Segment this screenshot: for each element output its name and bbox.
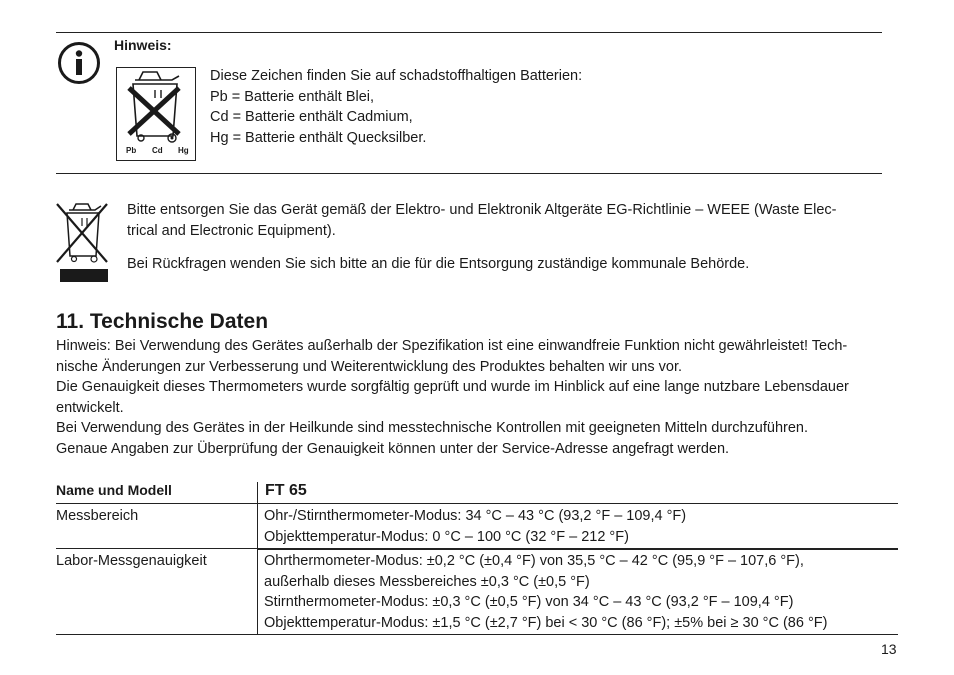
paragraph-line: nische Änderungen zur Verbesserung und Weiterentwicklung des Produktes behalten wir uns vor.	[56, 358, 683, 375]
section-title: 11. Technische Daten	[56, 310, 269, 333]
paragraph-line: Bei Verwendung des Gerätes in der Heilkunde sind messtechnische Kontrollen mit geeigneten Mitteln durchzuführen.	[56, 420, 809, 436]
weee-line: Bei Rückfragen wenden Sie sich bitte an die für die Entsorgung zuständige kommunale Behörde.	[127, 256, 750, 272]
table-bottom-rule	[56, 634, 898, 635]
weee-crossed-bin-icon	[55, 200, 111, 284]
battery-label-cd: Cd	[152, 146, 163, 155]
paragraph-line: Genaue Angaben zur Überprüfung der Genauigkeit können unter der Service-Adresse angefragt werden.	[56, 440, 730, 457]
weee-line: Bitte entsorgen Sie das Gerät gemäß der Elektro- und Elektronik Altgeräte EG-Richtlinie – WEEE (Waste Elec-	[127, 202, 837, 218]
hinweis-title: Hinweis:	[114, 37, 172, 53]
hinweis-bottom-rule	[56, 173, 882, 174]
row-value-line: außerhalb dieses Messbereiches ±0,3 °C (±0,5 °F)	[264, 573, 590, 590]
table-column-divider	[257, 482, 258, 634]
table-header-label: Name und Modell	[56, 482, 172, 498]
hinweis-line: Cd = Batterie enthält Cadmium,	[210, 109, 413, 125]
table-header-value: FT 65	[265, 482, 307, 499]
hinweis-text	[210, 66, 582, 148]
hinweis-top-rule	[56, 32, 882, 33]
row-value-line: Ohr-/Stirnthermometer-Modus: 34 °C – 43 °C (93,2 °F – 109,4 °F)	[264, 508, 687, 524]
section-paragraph	[56, 336, 906, 459]
paragraph-line: Die Genauigkeit dieses Thermometers wurde sorgfältig geprüft und wurde im Hinblick auf eine lange nutzbare Lebensdauer	[56, 379, 849, 395]
paragraph-line: entwickelt.	[56, 399, 124, 416]
info-icon	[57, 41, 101, 85]
paragraph-line: Hinweis: Bei Verwendung des Gerätes außerhalb der Spezifikation ist eine einwandfreie Funktion nicht gewährleistet! Tech-	[56, 338, 848, 354]
table-row-value	[264, 506, 686, 547]
row-value-line: Objekttemperatur-Modus: ±1,5 °C (±2,7 °F) bei < 30 °C (86 °F); ±5% bei ≥ 30 °C (86 °F)	[264, 614, 828, 631]
row-value-line: Stirnthermometer-Modus: ±0,3 °C (±0,5 °F) von 34 °C – 43 °C (93,2 °F – 109,4 °F)	[264, 594, 794, 610]
table-header-rule	[56, 503, 898, 504]
weee-text	[127, 200, 887, 275]
table-row-label: Messbereich	[56, 508, 139, 524]
hinweis-line: Pb = Batterie enthält Blei,	[210, 88, 375, 105]
table-row-label: Labor-Messgenauigkeit	[56, 553, 207, 569]
battery-label-pb: Pb	[126, 146, 137, 155]
crossed-bin-battery-icon	[116, 67, 196, 161]
table-row-value	[264, 551, 827, 633]
row-value-line: Ohrthermometer-Modus: ±0,2 °C (±0,4 °F) von 35,5 °C – 42 °C (95,9 °F – 107,6 °F),	[264, 553, 804, 569]
weee-line: trical and Electronic Equipment).	[127, 222, 336, 239]
battery-label-hg: Hg	[178, 146, 189, 155]
hinweis-line: Hg = Batterie enthält Quecksilber.	[210, 129, 427, 146]
hinweis-line: Diese Zeichen finden Sie auf schadstoffhaltigen Batterien:	[210, 68, 583, 84]
table-row-rule-thick	[257, 548, 898, 550]
page-number: 13	[881, 641, 897, 657]
row-value-line: Objekttemperatur-Modus: 0 °C – 100 °C (32 °F – 212 °F)	[264, 528, 629, 545]
